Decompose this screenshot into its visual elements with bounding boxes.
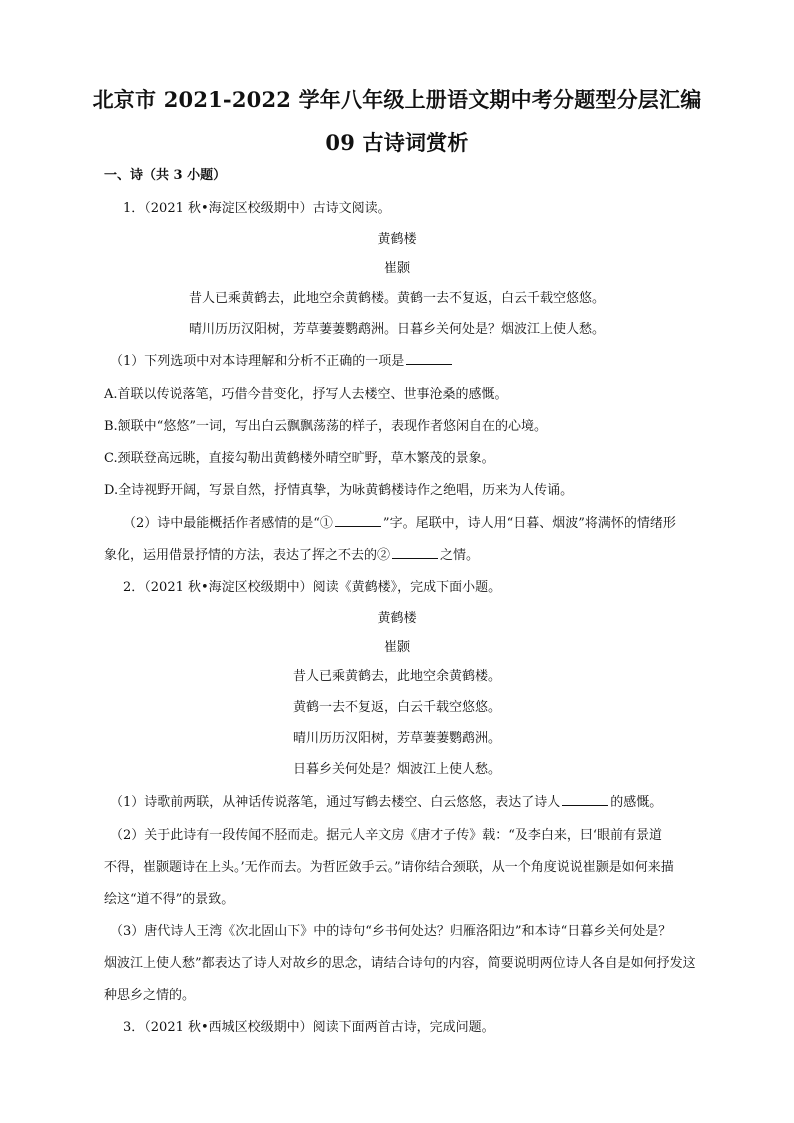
answer-blank [392,546,438,559]
question-2-subquestion-3-line-1: （3）唐代诗人王湾《次北固山下》中的诗句“乡书何处达？归雁洛阳边”和本诗“日暮乡关何处是？ [110,924,672,939]
question-1-subquestion-2-part-1: （2）诗中最能概括作者感情的是“① [123,516,333,531]
document-title: 北京市 2021-2022 学年八年级上册语文期中考分题型分层汇编 [92,87,702,112]
answer-blank [562,793,608,806]
question-1-subquestion-2-part-3: 象化，运用借景抒情的方法，表达了挥之不去的② [104,548,391,563]
question-1-option-a: A.首联以传说落笔，巧借今昔变化，抒写人去楼空、世事沧桑的感慨。 [104,387,508,402]
question-2-intro: 2．（2021 秋•海淀区校级期中）阅读《黄鹤楼》，完成下面小题。 [123,580,502,595]
answer-blank [335,514,381,527]
question-1-option-b: B.颔联中“悠悠”一词，写出白云飘飘荡荡的样子，表现作者悠闲自在的心境。 [104,419,547,434]
question-1-subquestion-2-line-2 [104,546,479,566]
question-2-subquestion-3-line-3: 种思乡之情的。 [104,988,196,1003]
document-subtitle: 09 古诗词赏析 [325,130,469,155]
question-2-poem-author: 崔颢 [383,640,410,655]
answer-blank [406,352,452,365]
question-1-poem-title: 黄鹤楼 [377,232,417,247]
question-2-poem-line-1: 昔人已乘黄鹤去，此地空余黄鹤楼。 [292,669,501,684]
question-1-subquestion-2-line-1 [123,514,676,534]
question-2-subquestion-3-line-2: 烟波江上使人愁”都表达了诗人对故乡的思念，请结合诗句的内容，简要说明两位诗人各自是如何抒发这 [104,956,696,971]
question-2-subquestion-1-part-2: 的感慨。 [610,795,663,810]
question-2-poem-line-3: 晴川历历汉阳树，芳草萋萋鹦鹉洲。 [292,731,501,746]
question-1-option-c: C.颈联登高远眺，直接勾勒出黄鹤楼外晴空旷野，草木繁茂的景象。 [104,451,495,466]
question-2-subquestion-1 [110,793,662,813]
question-2-subquestion-1-part-1: （1）诗歌前两联，从神话传说落笔，通过写鹤去楼空、白云悠悠，表达了诗人 [110,795,561,810]
question-1-poem-author: 崔颢 [383,261,410,276]
question-1-intro: 1．（2021 秋•海淀区校级期中）古诗文阅读。 [123,201,391,216]
question-2-poem-line-4: 日暮乡关何处是？烟波江上使人愁。 [292,762,501,777]
question-1-subquestion-2-part-4: 之情。 [440,548,480,563]
question-2-subquestion-2-line-2: 不得，崔颢题诗在上头。’无作而去。为哲匠敛手云。”请你结合颈联，从一个角度说说崔颢是如何来描 [104,860,674,875]
question-2-poem-title: 黄鹤楼 [377,611,417,626]
question-2-poem-line-2: 黄鹤一去不复返，白云千载空悠悠。 [292,700,501,715]
question-1-poem-line-2: 晴川历历汉阳树，芳草萋萋鹦鹉洲。日暮乡关何处是？烟波江上使人愁。 [188,322,605,337]
question-1-subquestion-1-text: （1）下列选项中对本诗理解和分析不正确的一项是 [110,354,405,369]
question-1-poem-line-1: 昔人已乘黄鹤去，此地空余黄鹤楼。黄鹤一去不复返，白云千载空悠悠。 [188,291,605,306]
section-heading: 一、诗（共 3 小题） [104,168,227,183]
question-1-subquestion-1 [110,352,454,372]
question-2-subquestion-2-line-1: （2）关于此诗有一段传闻不胫而走。据元人辛文房《唐才子传》载：“及李白来，曰‘眼前有景道 [110,828,663,843]
question-1-option-d: D.全诗视野开阔，写景自然，抒情真挚，为咏黄鹤楼诗作之绝唱，历来为人传诵。 [104,483,574,498]
question-2-subquestion-2-line-3: 绘这“道不得”的景致。 [104,892,235,907]
question-1-subquestion-2-part-2: ”字。尾联中，诗人用“日暮、烟波”将满怀的情绪形 [382,516,676,531]
question-3-intro: 3．（2021 秋•西城区校级期中）阅读下面两首古诗，完成问题。 [123,1020,495,1035]
